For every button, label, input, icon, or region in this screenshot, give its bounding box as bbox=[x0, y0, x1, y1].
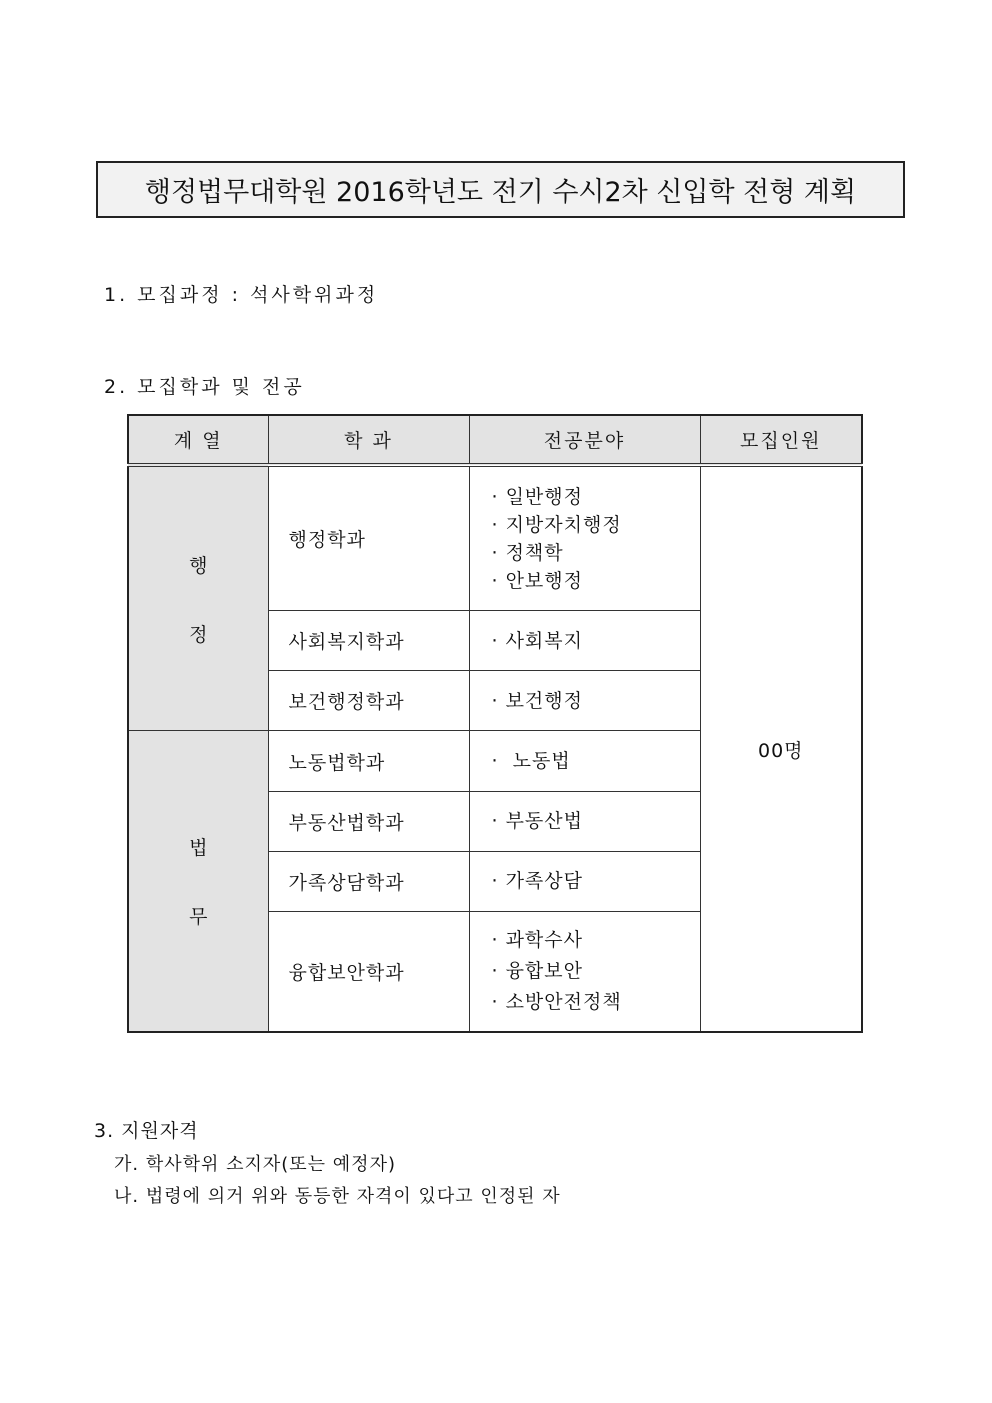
qualification-item: 가. 학사학위 소지자(또는 예정자) bbox=[114, 1154, 396, 1175]
header-department: 학 과 bbox=[268, 415, 469, 465]
table-row bbox=[128, 465, 862, 611]
count-cell: 00명 bbox=[700, 465, 862, 1032]
group-char: 행 bbox=[189, 554, 208, 577]
major-cell bbox=[469, 465, 700, 611]
department-cell: 사회복지학과 bbox=[268, 611, 469, 671]
major-item: · 사회복지 bbox=[491, 629, 583, 652]
department-cell: 융합보안학과 bbox=[268, 912, 469, 1032]
group-cell-admin bbox=[128, 465, 268, 731]
group-char: 법 bbox=[189, 837, 208, 860]
department-cell: 보건행정학과 bbox=[268, 671, 469, 731]
document-title-box bbox=[96, 161, 905, 218]
major-item: · 지방자치행정 bbox=[491, 513, 622, 536]
major-cell bbox=[469, 611, 700, 671]
major-item: · 안보행정 bbox=[491, 569, 583, 592]
department-cell: 노동법학과 bbox=[268, 731, 469, 791]
header-count: 모집인원 bbox=[700, 415, 862, 465]
group-cell-law bbox=[128, 731, 268, 1032]
department-cell: 부동산법학과 bbox=[268, 791, 469, 851]
header-major: 전공분야 bbox=[469, 415, 700, 465]
major-cell bbox=[469, 671, 700, 731]
department-cell: 행정학과 bbox=[268, 465, 469, 611]
qualification-item: 나. 법령에 의거 위와 동등한 자격이 있다고 인정된 자 bbox=[114, 1186, 561, 1207]
header-group: 계 열 bbox=[128, 415, 268, 465]
major-item: · 가족상담 bbox=[491, 870, 583, 893]
group-char: 정 bbox=[189, 623, 208, 646]
major-item: · 융합보안 bbox=[491, 960, 583, 982]
recruit-table bbox=[127, 414, 863, 1033]
major-cell bbox=[469, 791, 700, 851]
table-header-row bbox=[128, 415, 862, 465]
major-item: · 일반행정 bbox=[491, 485, 583, 508]
section-recruit-course: 1. 모집과정 : 석사학위과정 bbox=[104, 284, 379, 306]
major-cell bbox=[469, 912, 700, 1032]
major-cell bbox=[469, 851, 700, 911]
major-item: · 노동법 bbox=[491, 750, 571, 772]
major-item: · 소방안전정책 bbox=[491, 991, 622, 1013]
group-char: 무 bbox=[189, 906, 208, 929]
major-item: · 보건행정 bbox=[491, 689, 583, 712]
department-cell: 가족상담학과 bbox=[268, 851, 469, 911]
major-item: · 과학수사 bbox=[491, 929, 583, 951]
major-item: · 정책학 bbox=[491, 541, 564, 564]
section-qualifications: 3. 지원자격 bbox=[94, 1120, 199, 1142]
major-item: · 부동산법 bbox=[491, 810, 583, 833]
major-cell bbox=[469, 731, 700, 791]
section-recruit-departments: 2. 모집학과 및 전공 bbox=[104, 376, 305, 398]
document-title: 행정법무대학원 2016학년도 전기 수시2차 신입학 전형 계획 bbox=[144, 177, 857, 208]
